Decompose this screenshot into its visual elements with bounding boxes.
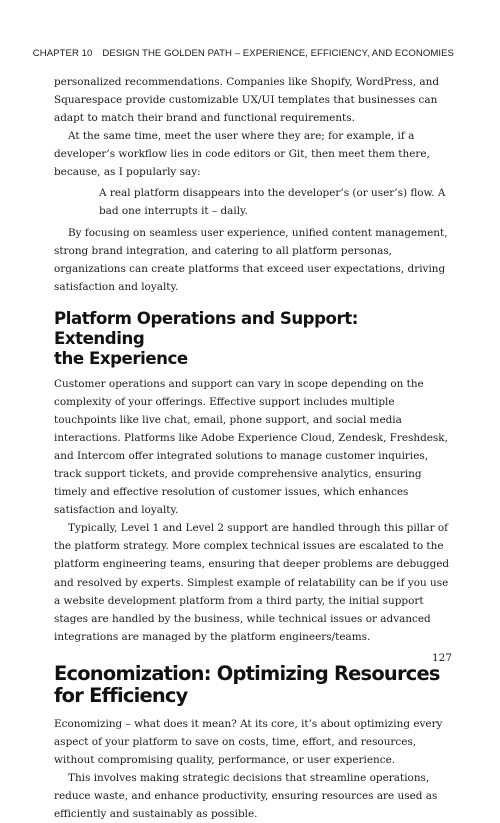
paragraph-7: This involves making strategic decisions that streamline operations, reduce waste, and enhance productivity, ensuring resources are used as efficiently and sustainably as possible.	[54, 772, 438, 821]
paragraph-2: At the same time, meet the user where they are; for example, if a developer’s workflow lies in code editors or Git, then meet them there, because, as I popularly say:	[54, 130, 430, 179]
section-heading-platform-operations	[54, 309, 452, 368]
page-body	[54, 73, 452, 823]
block-quote	[99, 184, 452, 220]
paragraph-6: Economizing – what does it mean? At its core, it’s about optimizing every aspect of your platform to save on costs, time, effort, and resources, without compromising quality, performance, or user experience.	[54, 717, 443, 767]
paragraph-1: personalized recommendations. Companies like Shopify, WordPress, and Squarespace provide customizable UX/UI templates that businesses can adapt to match their brand and functional requirements.	[54, 76, 440, 125]
paragraph-4: Customer operations and support can vary in scope depending on the complexity of your offerings. Effective support includes multiple touchpoints like live chat, email, phone support, and social media interactions. Platforms like Adobe Experience Cloud, Zendesk, Freshdesk, and Intercom offer integrated solutions to manage customer inquiries, track support tickets, and provide comprehensive analytics, ensuring timely and effective resolution of customer issues, which enhances satisfaction and loyalty.	[54, 377, 448, 517]
section-heading-economization: Economization: Optimizing Resources for Efficiency	[54, 661, 440, 707]
running-head	[33, 48, 454, 59]
quote-line-2: bad one interrupts it – daily.	[99, 204, 248, 217]
running-head-chapter: CHAPTER 10	[32, 48, 93, 59]
quote-line-1: A real platform disappears into the developer’s (or user’s) flow. A	[99, 186, 446, 199]
page-number: 127	[431, 652, 452, 664]
heading-line-1: Platform Operations and Support: Extending	[54, 309, 358, 348]
heading-line-2: the Experience	[54, 348, 188, 368]
running-head-title: DESIGN THE GOLDEN PATH – EXPERIENCE, EFFICIENCY, AND ECONOMIES	[102, 48, 454, 59]
paragraph-5: Typically, Level 1 and Level 2 support are handled through this pillar of the platform strategy. More complex technical issues are escalated to the platform engineering teams, ensuring that deeper problems are debugged and resolved by experts. Simplest example of relatability can be if you use a website development platform from a third party, the initial support stages are handled by the business, while technical issues or advanced integrations are managed by the platform engineers/teams.	[54, 522, 450, 643]
paragraph-3: By focusing on seamless user experience, unified content management, strong brand integration, and catering to all platform personas, organizations can create platforms that exceed user expectations, driving satisfaction and loyalty.	[54, 226, 448, 294]
